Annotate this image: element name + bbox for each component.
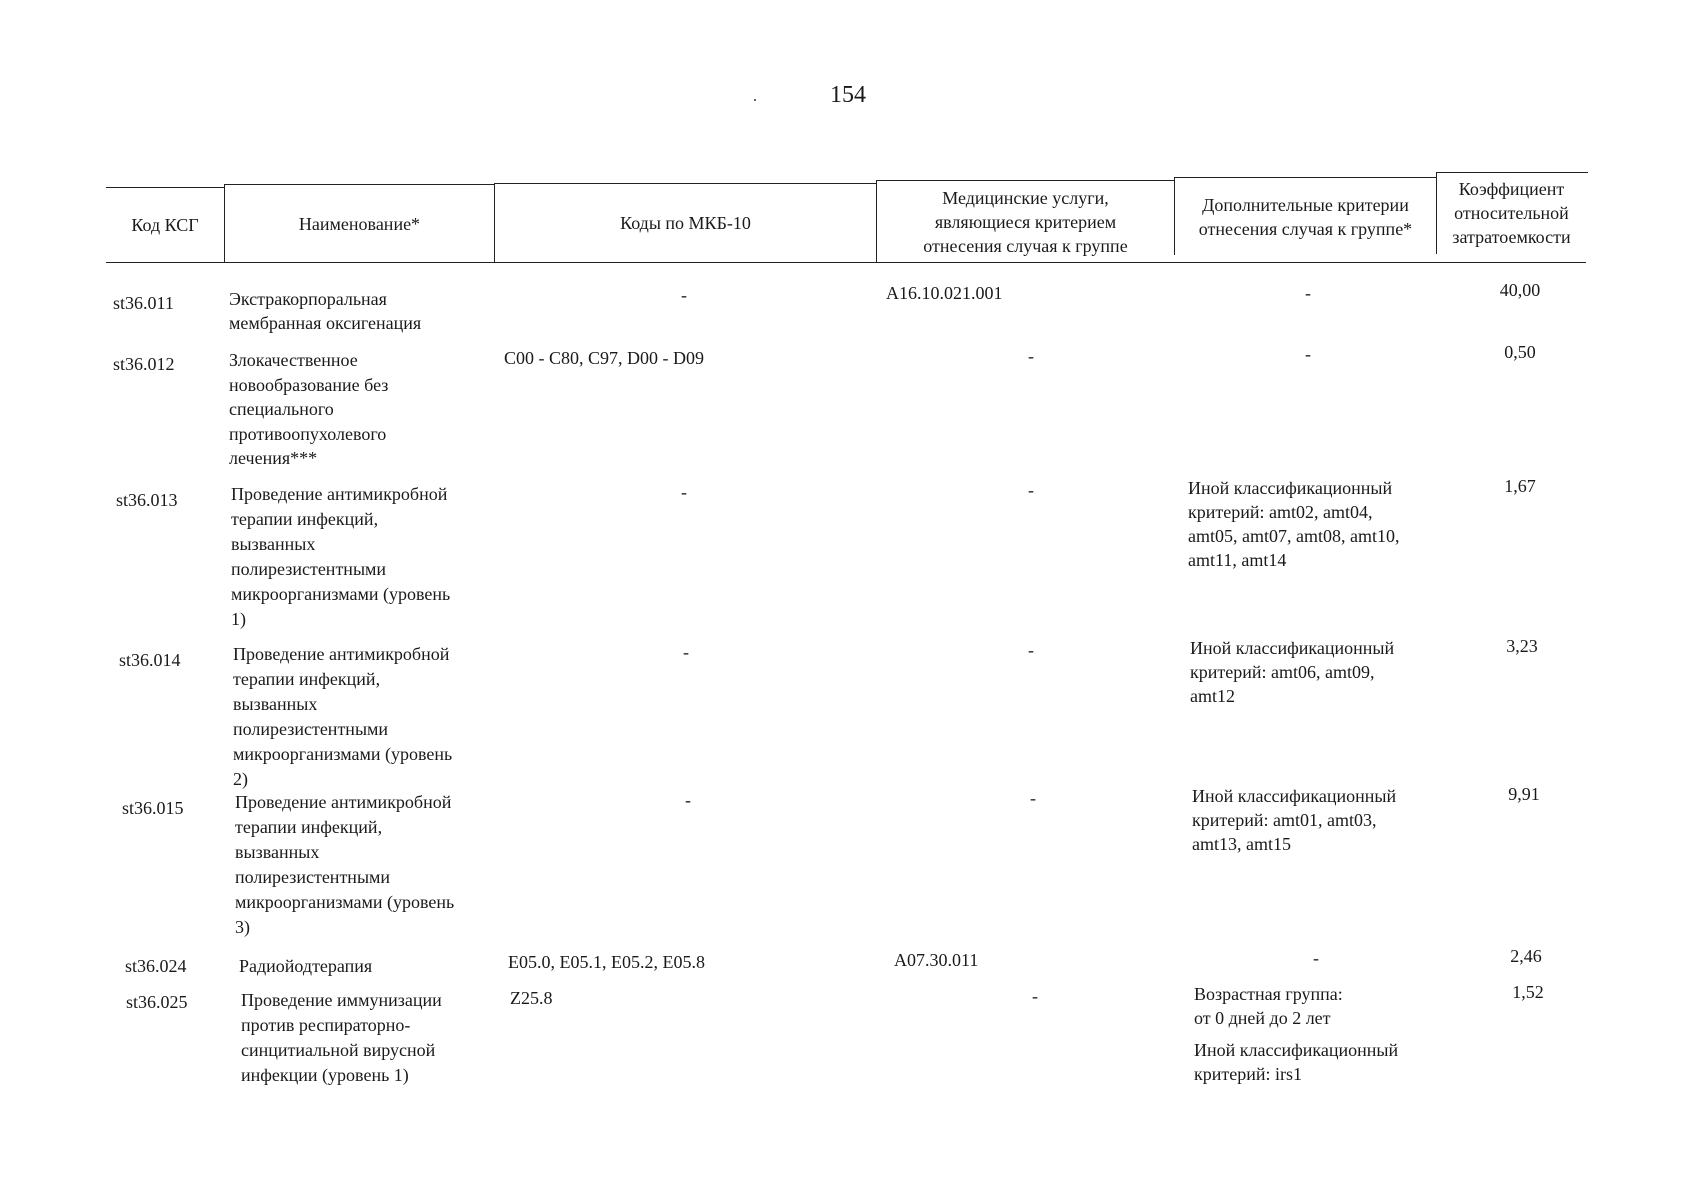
medical-services: A07.30.011 xyxy=(894,950,979,970)
medical-services: - xyxy=(1030,788,1036,808)
extra-criteria: Иной классификационный критерий: amt02, amt04, amt05, amt07, amt08, amt10, amt11, amt14 xyxy=(1188,478,1400,570)
extra-criteria: - xyxy=(1305,344,1311,364)
group-name: Злокачественное новообразование без специального противоопухолевого лечения*** xyxy=(229,350,389,468)
ksg-code: st36.013 xyxy=(116,490,178,510)
coefficient: 2,46 xyxy=(1510,946,1542,966)
group-name: Проведение антимикробной терапии инфекций, вызванных полирезистентными микроорганизмами (уровень 1) xyxy=(231,484,451,629)
mkb-codes: - xyxy=(681,482,687,502)
coefficient: 3,23 xyxy=(1506,636,1538,656)
ksg-code: st36.024 xyxy=(125,956,187,976)
medical-services: - xyxy=(1028,480,1034,500)
header-criteria: Дополнительные критерии отнесения случая к группе* xyxy=(1174,177,1436,255)
mkb-codes: Z25.8 xyxy=(510,988,553,1008)
medical-services: - xyxy=(1028,346,1034,366)
medical-services: A16.10.021.001 xyxy=(886,283,1003,303)
coefficient: 1,67 xyxy=(1504,476,1536,496)
extra-criteria: - xyxy=(1305,283,1311,303)
header-name: Наименование* xyxy=(224,184,494,262)
extra-criteria: Иной классификационный критерий: amt06, amt09, amt12 xyxy=(1190,638,1395,706)
coefficient: 0,50 xyxy=(1504,342,1536,362)
header-code: Код КСГ xyxy=(106,187,224,262)
coefficient: 9,91 xyxy=(1508,784,1540,804)
medical-services: - xyxy=(1032,986,1038,1006)
ksg-code: st36.015 xyxy=(122,798,184,818)
header-services: Медицинские услуги, являющиеся критерием отнесения случая к группе xyxy=(876,180,1174,262)
extra-criteria-classifier: Иной классификационный критерий: irs1 xyxy=(1194,1040,1399,1084)
mkb-codes: - xyxy=(683,642,689,662)
coefficient: 1,52 xyxy=(1512,982,1544,1002)
group-name: Проведение антимикробной терапии инфекций, вызванных полирезистентными микроорганизмами (уровень 2) xyxy=(233,644,453,789)
ksg-code: st36.025 xyxy=(126,992,188,1012)
ksg-code: st36.014 xyxy=(119,650,181,670)
coefficient: 40,00 xyxy=(1499,280,1541,300)
group-name: Радиойодтерапия xyxy=(239,956,373,976)
mkb-codes: C00 - C80, C97, D00 - D09 xyxy=(504,348,705,368)
extra-criteria-age: Возрастная группа: от 0 дней до 2 лет xyxy=(1194,984,1343,1028)
mkb-codes: - xyxy=(681,285,687,305)
header-coef: Коэффициент относительной затратоемкости xyxy=(1436,172,1586,254)
medical-services: - xyxy=(1028,640,1034,660)
mkb-codes: - xyxy=(685,790,691,810)
page-number: 154 xyxy=(830,82,866,108)
header-mkb: Коды по МКБ-10 xyxy=(494,183,876,262)
group-name: Проведение антимикробной терапии инфекций, вызванных полирезистентными микроорганизмами (уровень 3) xyxy=(235,792,455,937)
header-bottom-rule xyxy=(106,262,1586,263)
mkb-codes: E05.0, E05.1, E05.2, E05.8 xyxy=(508,952,705,972)
group-name: Экстракорпоральная мембранная оксигенация xyxy=(229,289,422,333)
ksg-code: st36.011 xyxy=(113,293,174,313)
extra-criteria: - xyxy=(1313,948,1319,968)
group-name: Проведение иммунизации против респираторно- синцитиальной вирусной инфекции (уровень 1) xyxy=(241,990,442,1085)
extra-criteria: Иной классификационный критерий: amt01, amt03, amt13, amt15 xyxy=(1192,786,1397,854)
scan-speck xyxy=(754,99,756,101)
ksg-code: st36.012 xyxy=(113,354,175,374)
